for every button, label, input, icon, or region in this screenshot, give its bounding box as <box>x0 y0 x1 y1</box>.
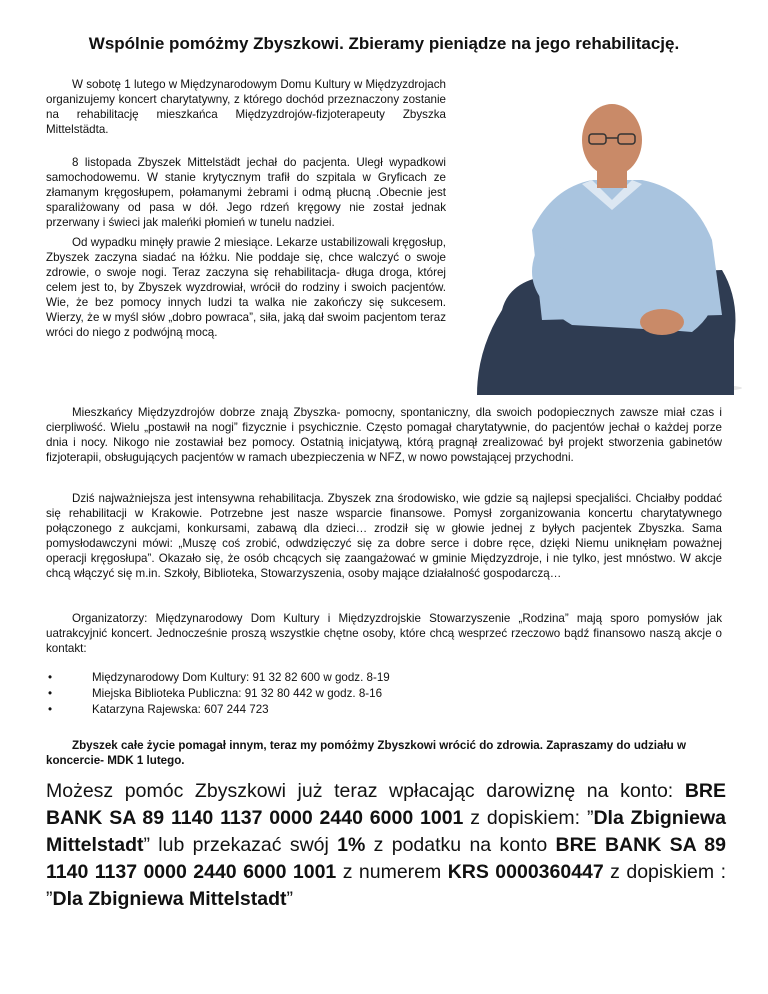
donation-end-quote: ” <box>286 888 294 910</box>
donation-info <box>46 778 726 913</box>
head-shape <box>582 104 642 176</box>
tax-percent: 1% <box>337 834 366 856</box>
donation-number-text: z numerem <box>336 861 448 883</box>
list-item <box>46 686 546 702</box>
bullet-icon: • <box>48 687 53 700</box>
paragraph-organizers: Organizatorzy: Międzynarodowy Dom Kultury i Międzyzdrojskie Stowarzyszenie „Rodzina” mają sporo pomysłów jak uatrakcyjnić koncert. Jednocześnie proszą wszystkie chętne osoby, które chcą wesprzeć rzeczowo bądź finansowo naszą akcje o kontakt: <box>46 612 722 655</box>
portrait-photo <box>472 100 742 395</box>
contact-library: Miejska Biblioteka Publiczna: 91 32 80 442 w godz. 8-16 <box>92 687 383 700</box>
list-item <box>46 670 546 686</box>
bullet-icon: • <box>48 671 53 684</box>
closing-invitation: Zbyszek całe życie pomagał innym, teraz my pomóżmy Zbyszkowi wrócić do zdrowia. Zapraszamy do udziału w koncercie- MDK 1 lutego. <box>46 739 686 767</box>
donation-note-text-2: z dopiskiem : ” <box>46 861 726 910</box>
paragraph-about-zbyszek: Mieszkańcy Międzyzdrojów dobrze znają Zbyszka- pomocny, spontaniczny, dla swoich podopiecznych zawsze miał czas i cierpliwość. Wielu „postawił na nogi” fizycznie i psychicznie. Często pomagał charytatywnie, do pacjentów jechał o każdej porze dnia i nocy. Nikogo nie zostawiał bez pomocy. Ostatnią inicjatywą, którą pragnął zrealizować był projekt stworzenia gabinetów fizjoterapii, obsługujących pacjentów w ramach ubezpieczenia w NFZ, w nowo powstającej przychodni. <box>46 406 722 464</box>
contact-mdk: Międzynarodowy Dom Kultury: 91 32 82 600 w godz. 8-19 <box>92 671 390 684</box>
list-item <box>46 702 546 718</box>
bank-account-2: BRE BANK SA 89 1140 1137 0000 2440 6000 1001 <box>46 834 726 883</box>
hands-shape <box>640 309 684 335</box>
paragraph-concert-announcement: W sobotę 1 lutego w Międzynarodowym Domu Kultury w Międzyzdrojach organizujemy koncert charytatywny, z którego dochód przeznaczony zostanie na rehabilitację mieszkańca Międzyzdrojów-fizjoterapeuty Zbyszka Mittelstädta. <box>46 78 446 136</box>
contact-list <box>46 670 546 718</box>
donation-intro: Możesz pomóc Zbyszkowi już teraz wpłacając darowiznę na konto: <box>46 780 685 802</box>
document-title: Wspólnie pomóżmy Zbyszkowi. Zbieramy pieniądze na jego rehabilitację. <box>88 34 680 53</box>
bullet-icon: • <box>48 703 53 716</box>
contact-person: Katarzyna Rajewska: 607 244 723 <box>92 703 269 716</box>
donation-name-1: Dla Zbigniewa Mittelstadt <box>46 807 726 856</box>
krs-number: KRS 0000360447 <box>447 861 604 883</box>
donation-tax-text: z podatku na konto <box>365 834 556 856</box>
paragraph-rehabilitation: Dziś najważniejsza jest intensywna rehabilitacja. Zbyszek zna środowisko, wie gdzie są najlepsi specjaliści. Chciałby poddać się rehabilitacji w Krakowie. Potrzebne jest nasze wsparcie finansowe. Pomysł zorganizowania koncertu charytatywnego połączonego z aukcjami, konkursami, zabawą dla dzieci… zrodził się w głowie jednej z byłych pacjentek Zbyszka. Sama pomysłodawczyni mówi: „Muszę coś zrobić, odwdzięczyć się za dobre serce i dobre ręce, dzięki Niemu uniknęłam poważnej operacji kręgosłupa”. Okazało się, że osób chcących się zaangażować w gminie Międzyzdroje, i nie tylko, jest mnóstwo. W akcje chcą włączyć się m.in. Szkoły, Biblioteka, Stowarzyszenia, osoby mające działalność gospodarczą… <box>46 492 722 580</box>
donation-transfer-text: ” lub przekazać swój <box>143 834 338 856</box>
paragraph-recovery: Od wypadku minęły prawie 2 miesiące. Lekarze ustabilizowali kręgosłup, Zbyszek zaczyna siadać na łóżku. Nie poddaje się, chce walczyć o swoje zdrowie, o swoje nogi. Teraz zaczyna się rehabilitacja- długa droga, której celem jest to, by Zbyszek wyzdrowiał, wrócił do rodziny i swoich pacjentów. Wie, że bez pomocy innych ludzi ta walka nie zakończy się sukcesem. Wierzy, że w myśl słów „dobro powraca”, siła, jaką dał swoim pacjentom teraz wróci do niego z podwójną mocą. <box>46 236 446 339</box>
donation-note-text: z dopiskiem: ” <box>463 807 594 829</box>
bank-account-1: BRE BANK SA 89 1140 1137 0000 2440 6000 1001 <box>46 780 726 829</box>
paragraph-accident: 8 listopada Zbyszek Mittelstädt jechał do pacjenta. Uległ wypadkowi samochodowemu. W stanie krytycznym trafił do szpitala w Gryficach ze złamanym kręgosłupem, połamanymi żebrami i odmą płucną .Obecnie jest sparaliżowany od pasa w dół. Jego rdzeń kręgowy nie został jednak przerwany i świeci jak maleńki płomień w tunelu nadziei. <box>46 156 446 229</box>
donation-name-2: Dla Zbigniewa Mittelstadt <box>52 888 287 910</box>
